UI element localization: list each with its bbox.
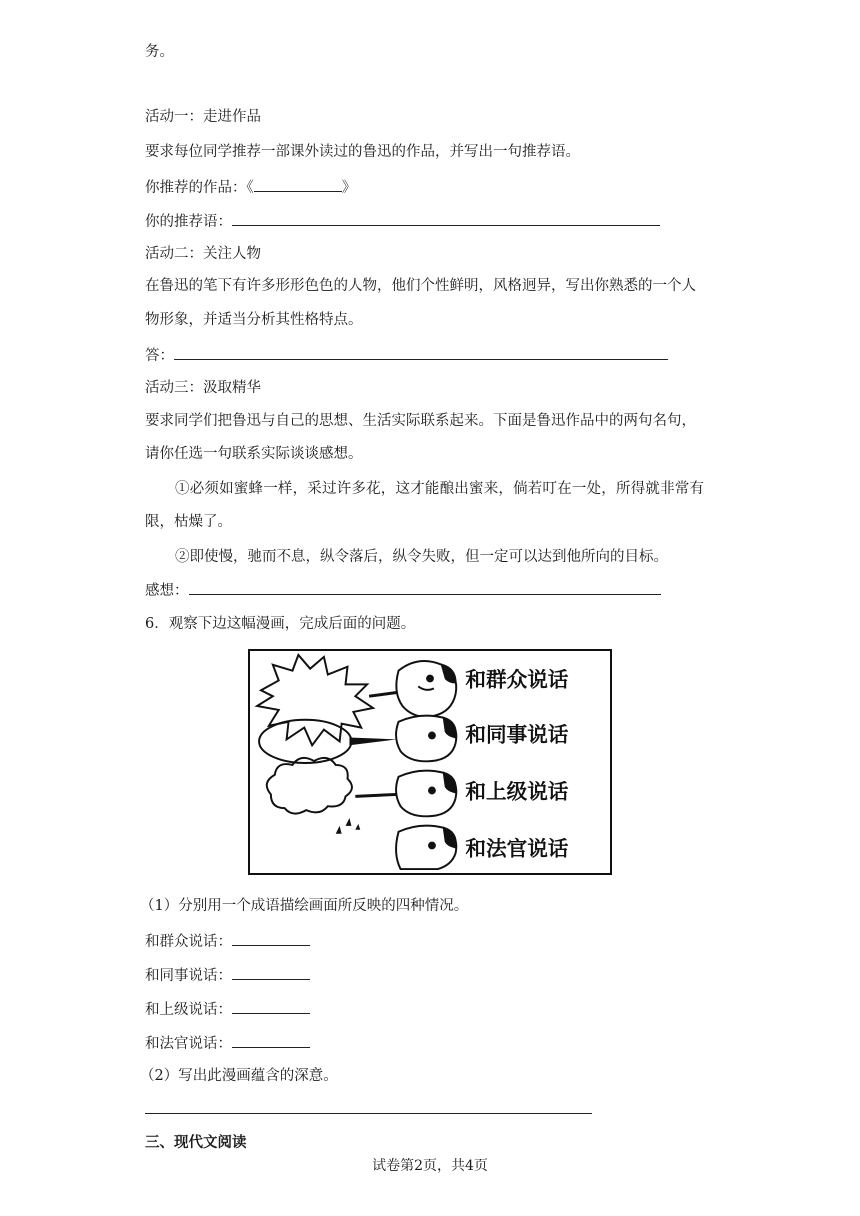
quote-1-cont: 限，枯燥了。 [145,514,232,530]
reflection-label: 感想： [145,583,189,599]
answer-colleagues-line [145,965,310,986]
answer-masses-line [145,931,310,952]
activity-3-requirement-cont: 请你任选一句联系实际谈谈感想。 [145,446,363,462]
recommended-work-blank[interactable] [254,177,342,192]
answer-line [145,345,668,366]
answer-masses-blank[interactable] [232,931,310,946]
answer-superiors-line [145,999,310,1020]
page-footer: 试卷第2页，共4页 [372,1158,488,1174]
activity-2-requirement: 在鲁迅的笔下有许多形形色色的人物，他们个性鲜明，风格迥异，写出你熟悉的一个人 [145,278,696,294]
answer-superiors-label: 和上级说话： [145,1002,232,1018]
recommended-work-label: 你推荐的作品：《 [145,180,254,196]
oval-speech-bubble [259,720,351,763]
answer-rule[interactable] [145,1113,592,1114]
recommendation-line [145,211,660,232]
recommendation-blank[interactable] [232,211,660,226]
caption-superiors: 和上级说话 [465,779,569,804]
answer-colleagues-blank[interactable] [232,965,310,980]
spiky-speech-burst [257,655,373,745]
sub-question-2: （2）写出此漫画蕴含的深意。 [140,1068,338,1084]
cartoon-image [248,649,612,875]
question-6: 6．观察下边这幅漫画，完成后面的问题。 [145,616,416,632]
activity-3-requirement: 要求同学们把鲁迅与自己的思想、生活实际联系起来。下面是鲁迅作品中的两句名句， [145,413,696,429]
answer-judge-label: 和法官说话： [145,1036,232,1052]
cloud-speech-bubble [267,758,352,814]
answer-masses-label: 和群众说话： [145,934,232,950]
reflection-blank[interactable] [189,580,661,595]
caption-judge: 和法官说话 [465,836,569,861]
activity-3-heading: 活动三：汲取精华 [145,380,261,396]
answer-colleagues-label: 和同事说话： [145,968,232,984]
recommended-work-line [145,177,356,198]
activity-1-heading: 活动一：走进作品 [145,109,261,125]
reflection-line [145,580,661,601]
answer-judge-blank[interactable] [232,1033,310,1048]
answer-label: 答： [145,348,174,364]
sweat-drops [336,818,361,834]
section-heading: 三、现代文阅读 [145,1135,247,1151]
answer-superiors-blank[interactable] [232,999,310,1014]
quote-1: ①必须如蜜蜂一样，采过许多花，这才能酿出蜜来，倘若叮在一处，所得就非常有 [175,481,705,497]
activity-2-requirement-cont: 物形象，并适当分析其性格特点。 [145,312,363,328]
answer-judge-line [145,1033,310,1054]
text-line: 务。 [145,44,174,60]
faces-column [396,661,456,869]
sub-question-1: （1）分别用一个成语描绘画面所反映的四种情况。 [140,898,469,914]
caption-masses: 和群众说话 [465,667,569,692]
quote-2: ②即使慢，驰而不息，纵令落后，纵令失败，但一定可以达到他所向的目标。 [175,549,668,565]
recommendation-label: 你的推荐语： [145,214,232,230]
caption-colleagues: 和同事说话 [465,722,569,747]
activity-2-heading: 活动二：关注人物 [145,246,261,262]
activity-1-requirement: 要求每位同学推荐一部课外读过的鲁迅的作品，并写出一句推荐语。 [145,144,580,160]
answer-blank[interactable] [174,345,668,360]
recommended-work-close: 》 [341,180,357,196]
